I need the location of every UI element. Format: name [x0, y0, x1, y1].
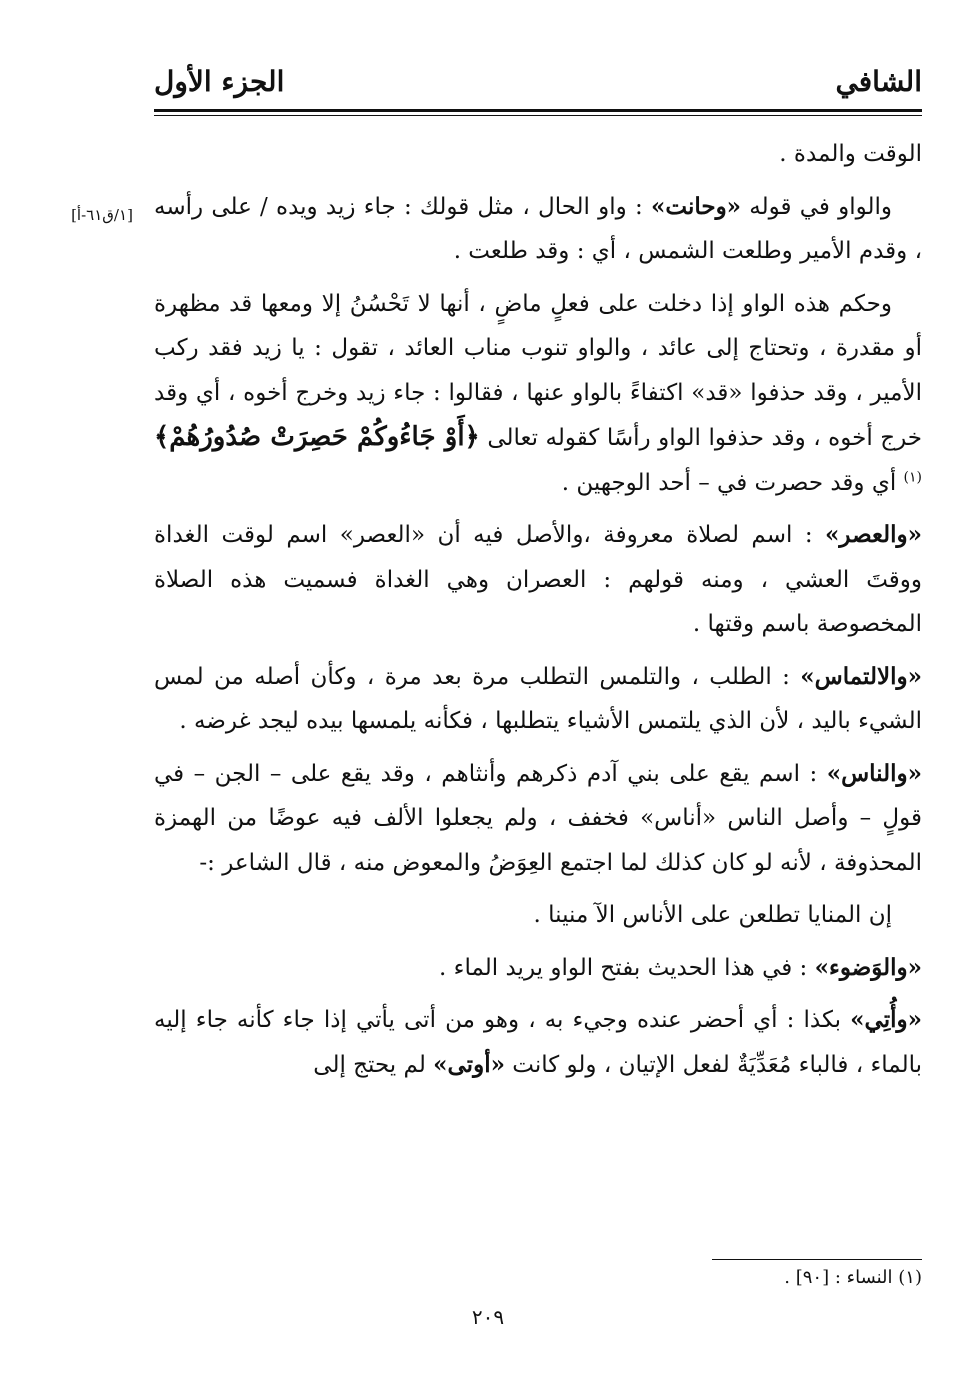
text-run: أي وقد حصرت في – أحد الوجهين . [561, 469, 904, 496]
paragraph [154, 946, 922, 991]
book-title: الشافي [835, 65, 922, 98]
paragraph [154, 655, 922, 744]
paragraph [154, 893, 922, 938]
paragraph [154, 132, 922, 177]
text-run: : اسم يقع على بني آدم ذكرهم وأنثاهم ، وقد يقع على – الجن – في قولٍ – وأصل الناس «أناس» فخفف ، ولم يجعلوا الألف فيه عوضًا من الهمزة المحذوفة ، لأنه لو كان كذلك لما اجتمع العِوَضُ والمعوض منه ، قال الشاعر :- [154, 760, 922, 876]
text-run: : واو الحال ، مثل قولك : جاء زيد ويده / على رأسه ، وقدم الأمير وطلعت الشمس ، أي : وقد طلعت . [154, 193, 922, 264]
defined-term: «والعصر» [825, 521, 922, 548]
text-run: : في هذا الحديث بفتح الواو يريد الماء . [439, 954, 815, 981]
part-title: الجزء الأول [154, 65, 285, 98]
defined-term: «أوتى» [433, 1050, 505, 1078]
text-run: بكذا : أي أحضر عنده وجيء به ، وهو من أتى يأتي إذا جاء كأنه جاء إليه بالماء ، فالباء مُعَدِّيَةٌ لفعل الإتيان ، ولو كانت [154, 1007, 922, 1078]
paragraph [154, 282, 922, 506]
defined-term: «والوَضوء» [814, 953, 922, 981]
header-rule-thick [154, 109, 922, 112]
text-run: إن المنايا تطلعن على الأناس الآ منينا . [533, 902, 892, 928]
text-run: والواو في قوله [741, 193, 893, 220]
text-run: : الطلب ، والتلمس التطلب مرة بعد مرة ، وكأن أصله من لمس الشيء باليد ، لأن الذي يلتمس الأشياء يتطلبها ، فكأنه يلمسها بيده ليجد غرضه . [154, 663, 922, 734]
text-run: الوقت والمدة . [779, 141, 922, 167]
manuscript-folio-note: [١/ق٦١-أ] [71, 206, 133, 224]
page-number: ٢٠٩ [471, 1305, 505, 1329]
paragraph [154, 513, 922, 647]
defined-term: «وأُتِي» [850, 1006, 922, 1033]
text-run: : اسم لصلاة معروفة ،والأصل فيه أن «العصر» اسم لوقت الغداة ووقتَ العشي ، ومنه قولهم : العصران وهي الغداة فسميت هذه الصلاة المخصوصة باسم وقتها . [154, 522, 922, 637]
quran-quote: ﴿أَوْ جَاءُوكُمْ حَصِرَتْ صُدُورُهُمْ﴾ [154, 422, 480, 452]
running-header [154, 62, 922, 108]
defined-term: «والالتماس» [800, 662, 922, 690]
paragraph [154, 998, 922, 1087]
header-rule-thin [154, 115, 922, 116]
text-run: لم يحتج إلى [313, 1051, 434, 1078]
footnote-rule [712, 1259, 922, 1260]
footnote: (١) النساء : [٩٠] . [784, 1267, 922, 1288]
defined-term: «وحانت» [650, 192, 742, 220]
footnote-ref: (١) [903, 468, 922, 485]
paragraph [154, 752, 922, 886]
defined-term: «والناس» [826, 759, 922, 787]
paragraph [154, 185, 922, 274]
body-text [154, 132, 922, 1095]
text-run: وحكم هذه الواو إذا دخلت على فعلٍ ماضٍ ، أنها لا تَحْسُنُ إلا ومعها قد مظهرة أو مقدرة ، وتحتاج إلى عائد ، والواو تنوب مناب العائد ، تقول : يا زيد فقد ركب الأمير ، وقد حذفوا «قد» اكتفاءً بالواو عنها ، فقالوا : جاء زيد وخرج أخوه ، أي وقد خرج أخوه ، وقد حذفوا الواو رأسًا كقوله تعالى [154, 290, 922, 451]
